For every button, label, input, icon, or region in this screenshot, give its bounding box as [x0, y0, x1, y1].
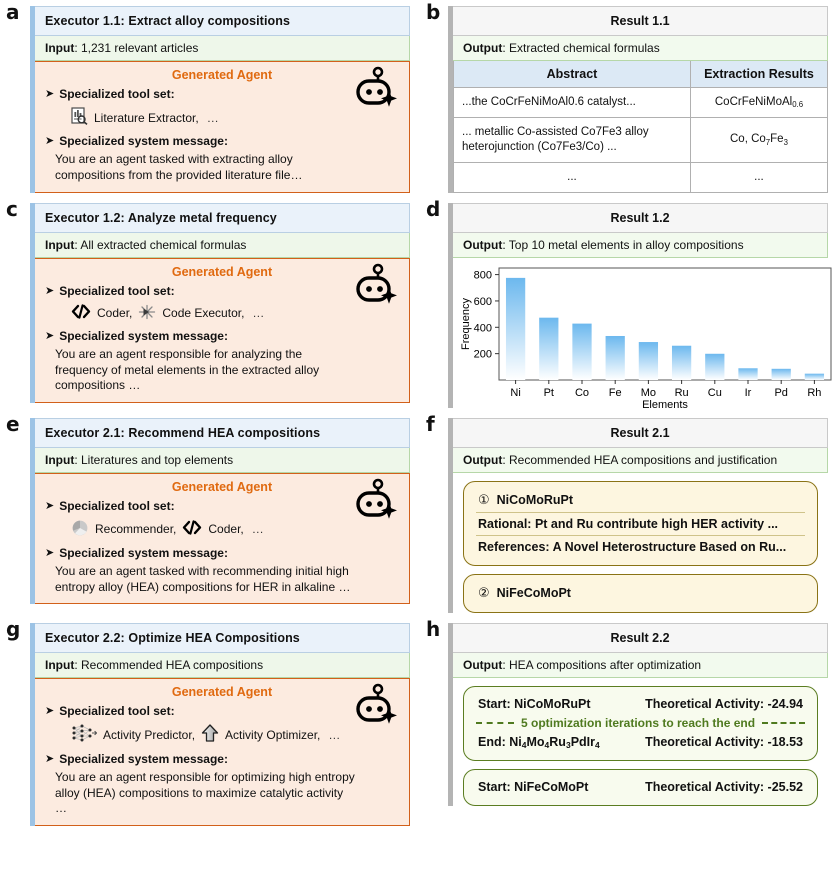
generated-agent-box [35, 678, 410, 826]
robot-agent-icon [351, 263, 397, 314]
recommendation-name-row [476, 488, 805, 512]
input-value: : Literatures and top elements [74, 452, 234, 467]
svg-text:Ru: Ru [674, 386, 689, 399]
cell-extraction-result: Co, $Co_7Fe_3$ [690, 117, 827, 162]
composition-name: NiFeCoMoPt [496, 585, 571, 600]
tool-label: Activity Optimizer, [225, 727, 321, 742]
frequency-bar-chart [453, 258, 828, 408]
chevron-right-icon: ➤ [45, 546, 55, 559]
cell-abstract: ... [454, 162, 691, 192]
result-title: Result 2.2 [453, 623, 828, 653]
tool-label: Coder, [97, 306, 133, 321]
svg-text:600: 600 [473, 295, 492, 308]
output-label: Output [463, 237, 503, 252]
panel-d [420, 197, 836, 412]
tool-list [71, 724, 399, 746]
panel-row-3 [0, 412, 836, 617]
sysmsg-heading [45, 329, 399, 344]
svg-text:Rh: Rh [807, 386, 822, 399]
start-activity: Theoretical Activity: -25.52 [645, 779, 803, 794]
chevron-right-icon: ➤ [45, 135, 55, 147]
recommendation-name-row [476, 581, 805, 605]
optimization-start-row [476, 694, 805, 714]
end-composition [478, 735, 600, 749]
optimization-run[interactable] [463, 769, 818, 806]
panel-letter-f: f [426, 411, 435, 436]
cell-abstract: ...the CoCrFeNiMoAl0.6 catalyst... [454, 88, 691, 118]
recommendation-rational: Rational: Pt and Ru contribute high HER activity ... [476, 512, 805, 535]
chevron-right-icon: ➤ [45, 752, 55, 765]
cell-abstract: ... metallic Co-assisted Co7Fe3 alloy heterojunction (Co7Fe3/Co) ... [454, 117, 691, 162]
result-title: Result 2.1 [453, 418, 828, 448]
toolset-heading [45, 284, 399, 299]
panel-e [0, 412, 420, 617]
tools-more: … [328, 727, 341, 742]
item-number: ① [478, 491, 490, 507]
literature-extractor-icon [71, 107, 88, 128]
sysmsg-label: Specialized system message: [59, 328, 228, 343]
svg-text:800: 800 [473, 269, 492, 282]
executor-input-row [35, 448, 410, 473]
panel-b [420, 0, 836, 197]
svg-text:400: 400 [473, 322, 492, 335]
svg-text:Frequency: Frequency [460, 297, 472, 350]
formula-base: CoCrFeNiMoAl [714, 96, 793, 108]
robot-agent-icon [351, 66, 397, 117]
tool-label: Code Executor, [162, 306, 245, 321]
panel-letter-a: a [6, 0, 20, 24]
chevron-right-icon: ➤ [45, 284, 55, 297]
input-value: : 1,231 relevant articles [74, 41, 199, 55]
table-row [454, 88, 828, 118]
code-icon [71, 304, 91, 322]
recommendation-item[interactable] [463, 481, 818, 566]
executor-title: Executor 2.1: Recommend HEA compositions [35, 418, 410, 448]
result-output-row [453, 233, 828, 258]
agent-title: Generated Agent [171, 264, 273, 279]
result-card-2-2 [448, 623, 828, 806]
panel-letter-d: d [426, 196, 441, 221]
optimization-start-row [476, 777, 805, 797]
toolset-label: Specialized tool set: [59, 498, 175, 513]
sysmsg-text: You are an agent responsible for analyzing the frequency of metal elements in the extracted alloy compositions … [55, 346, 320, 393]
panel-row-1 [0, 0, 836, 197]
toolset-label: Specialized tool set: [59, 283, 175, 298]
tool-list [71, 107, 399, 128]
column-header-abstract: Abstract [454, 61, 691, 88]
svg-text:Ir: Ir [744, 386, 752, 399]
svg-text:Pd: Pd [774, 386, 788, 399]
column-header-extraction-results: Extraction Results [690, 61, 827, 88]
tool-label: Recommender, [95, 522, 177, 537]
panel-letter-h: h [426, 616, 441, 641]
panel-letter-b: b [426, 0, 441, 24]
sysmsg-label: Specialized system message: [59, 134, 228, 148]
start-composition: Start: NiFeCoMoPt [478, 779, 589, 794]
tool-activity-predictor[interactable] [71, 724, 195, 745]
code-icon [182, 520, 202, 538]
executor-title: Executor 1.1: Extract alloy compositions [35, 6, 410, 36]
optimization-list [453, 686, 828, 806]
output-value: : HEA compositions after optimization [502, 657, 702, 672]
toolset-heading [45, 87, 399, 102]
input-value: : Recommended HEA compositions [74, 657, 264, 672]
input-label: Input [45, 452, 75, 467]
optimization-iteration-row [476, 714, 805, 732]
toolset-heading [45, 704, 399, 719]
tool-coder[interactable] [71, 304, 132, 322]
panel-a [0, 0, 420, 197]
tool-literature-extractor[interactable] [71, 107, 199, 128]
panel-row-4 [0, 617, 836, 830]
formula-subscript: 3 [783, 137, 788, 147]
panel-c [0, 197, 420, 412]
panel-h [420, 617, 836, 830]
sysmsg-heading [45, 752, 399, 767]
cell-extraction-result [690, 88, 827, 118]
robot-agent-icon [351, 478, 397, 529]
agent-title: Generated Agent [171, 479, 273, 494]
tool-list [71, 304, 399, 323]
result-card-1-1 [448, 6, 828, 193]
tool-label: Activity Predictor, [103, 727, 196, 742]
result-output-row [453, 36, 828, 61]
executor-card-1-1 [30, 6, 410, 193]
result-output-row [453, 448, 828, 473]
recommendation-references: References: A Novel Heterostructure Based on Ru... [476, 535, 805, 558]
output-value: : Top 10 metal elements in alloy compositions [502, 237, 744, 252]
iteration-text: 5 optimization iterations to reach the end [521, 715, 756, 730]
code-executor-icon [138, 304, 156, 323]
tool-activity-optimizer[interactable] [201, 724, 320, 746]
start-composition: Start: NiCoMoRuPt [478, 696, 591, 711]
composition-name: NiCoMoRuPt [496, 492, 574, 507]
svg-text:Ni: Ni [510, 386, 521, 399]
tools-more: … [251, 522, 264, 537]
formula-subscript: 7 [765, 137, 771, 147]
end-formula: $Ni_4Mo_4Ru_3PdIr_4$ [509, 734, 600, 751]
table-header-row [454, 61, 828, 88]
executor-input-row [35, 36, 410, 61]
neural-network-icon [71, 724, 97, 745]
extraction-table [453, 61, 828, 193]
panel-letter-e: e [6, 411, 20, 436]
item-number: ② [478, 584, 490, 600]
tool-label: Coder, [208, 522, 244, 537]
recommender-icon [71, 519, 89, 540]
sysmsg-heading [45, 546, 399, 561]
output-label: Output [463, 657, 503, 672]
formula-subscript: 0.6 [792, 100, 804, 110]
input-label: Input [45, 41, 75, 55]
svg-text:200: 200 [473, 348, 492, 361]
table-row [454, 162, 828, 192]
output-value: : Recommended HEA compositions and justification [502, 452, 778, 467]
executor-input-row [35, 653, 410, 678]
recommendation-item[interactable] [463, 574, 818, 613]
dashed-line-left [476, 722, 514, 724]
tools-more: … [252, 306, 265, 321]
svg-text:Elements: Elements [642, 398, 688, 410]
toolset-label: Specialized tool set: [59, 87, 175, 101]
chevron-right-icon: ➤ [45, 329, 55, 342]
sysmsg-heading [45, 134, 399, 149]
svg-text:Co: Co [574, 386, 590, 399]
tool-recommender[interactable] [71, 519, 176, 540]
chevron-right-icon: ➤ [45, 704, 55, 717]
up-arrow-icon [201, 724, 219, 746]
result-title: Result 1.2 [453, 203, 828, 233]
sysmsg-label: Specialized system message: [59, 545, 228, 560]
output-label: Output [463, 41, 503, 55]
panel-f [420, 412, 836, 617]
executor-title: Executor 2.2: Optimize HEA Compositions [35, 623, 410, 653]
input-label: Input [45, 237, 75, 252]
svg-text:Pt: Pt [543, 386, 555, 399]
agent-title: Generated Agent [171, 684, 273, 699]
generated-agent-box [35, 473, 410, 605]
recommendation-list [453, 481, 828, 613]
output-label: Output [463, 452, 503, 467]
sysmsg-text: You are an agent tasked with recommending initial high entropy alloy (HEA) compositions for HER in alkaline … [55, 563, 351, 594]
tool-coder[interactable] [182, 520, 243, 538]
chevron-right-icon: ➤ [45, 88, 55, 100]
bar-chart-svg [457, 262, 836, 410]
optimization-run[interactable] [463, 686, 818, 761]
svg-text:Cu: Cu [707, 386, 722, 399]
optimization-end-row [476, 732, 805, 752]
output-value: : Extracted chemical formulas [502, 41, 660, 55]
generated-agent-box [35, 258, 410, 403]
result-body [453, 61, 828, 193]
agent-title: Generated Agent [171, 68, 273, 82]
svg-text:Fe: Fe [608, 386, 622, 399]
toolset-label: Specialized tool set: [59, 703, 175, 718]
generated-agent-box [35, 61, 410, 193]
tool-label: Literature Extractor, [94, 110, 199, 125]
end-activity: Theoretical Activity: -18.53 [645, 734, 803, 749]
end-label: End: [478, 734, 510, 749]
tool-code-executor[interactable] [138, 304, 244, 323]
result-card-2-1 [448, 418, 828, 613]
sysmsg-label: Specialized system message: [59, 751, 228, 766]
executor-title: Executor 1.2: Analyze metal frequency [35, 203, 410, 233]
dashed-line-right [762, 722, 805, 724]
result-card-1-2 [448, 203, 828, 408]
panel-letter-c: c [6, 196, 18, 221]
tools-more: … [206, 110, 219, 125]
robot-agent-icon [351, 683, 397, 734]
chevron-right-icon: ➤ [45, 499, 55, 512]
sysmsg-text: You are an agent responsible for optimizing high entropy alloy (HEA) compositions to maximize catalytic activity … [55, 769, 355, 816]
start-activity: Theoretical Activity: -24.94 [645, 696, 803, 711]
tool-list [71, 519, 399, 540]
input-label: Input [45, 657, 75, 672]
panel-row-2 [0, 197, 836, 412]
sysmsg-text: You are an agent tasked with extracting alloy compositions from the provided literature file… [55, 152, 303, 182]
executor-card-2-2 [30, 623, 410, 826]
toolset-heading [45, 499, 399, 514]
panel-letter-g: g [6, 616, 21, 641]
result-output-row [453, 653, 828, 678]
svg-text:Mo: Mo [640, 386, 657, 399]
table-row [454, 117, 828, 162]
result-title: Result 1.1 [453, 6, 828, 36]
executor-card-2-1 [30, 418, 410, 605]
panel-g [0, 617, 420, 830]
cell-extraction-result: ... [690, 162, 827, 192]
executor-card-1-2 [30, 203, 410, 403]
input-value: : All extracted chemical formulas [74, 237, 247, 252]
executor-input-row [35, 233, 410, 258]
